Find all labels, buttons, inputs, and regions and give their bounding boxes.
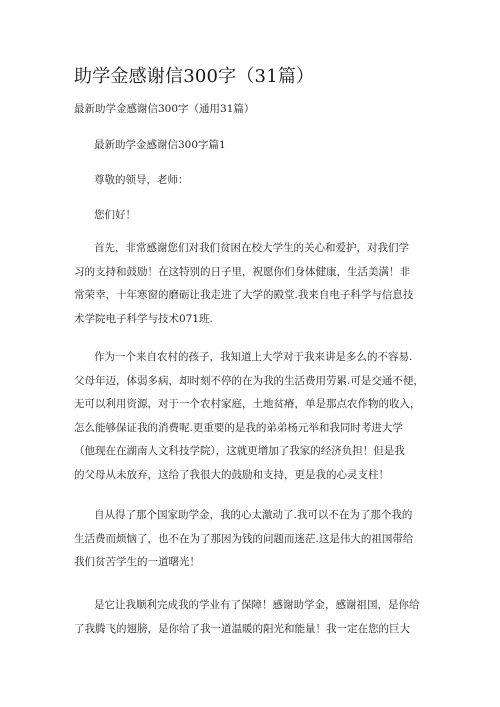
document-title: 助学金感谢信300字（31篇） [74,66,315,87]
paragraph-line: 作为一个来自农村的孩子，我知道上大学对于我来讲是多么的不容易. [94,351,413,363]
paragraph-line: 生活费而烦恼了，也不在为了那因为钱的问题而迷茫.这是伟大的祖国带给 [74,532,414,545]
paragraph-line: 常荣幸，十年寒窗的磨砺让我走进了大学的殿堂.我来自电子科学与信息技 [74,289,414,302]
paragraph-line: 我们贫苦学生的一道曙光！ [74,556,200,569]
paragraph-line: 父母年迈，体弱多病，却时刻不停的在为我的生活费用劳累.可是交通不便， [74,374,424,387]
letter-greeting: 您们好！ [94,209,136,221]
paragraph-3 [74,504,434,575]
paragraph-line: 了我腾飞的翅膀，是你给了我一道温暖的阳光和能量！我一定在您的巨大 [74,622,410,635]
paragraph-line: （他现在在湖南人文科技学院），这就更增加了我家的经济负担！但是我 [74,445,405,458]
paragraph-line: 的父母从未放弃，这给了我很大的鼓励和支持，更是我的心灵支柱！ [74,468,389,481]
paragraph-line: 无可以利用资源，对于一个农村家庭，土地贫瘠，单是那点农作物的收入， [74,398,421,411]
paragraph-line: 怎么能够保证我的消费呢.更重要的是我的弟弟杨元举和我同时考进大学 [74,421,403,434]
paragraph-line: 习的支持和鼓励！在这特别的日子里，祝愿你们身体健康，生活美满！非 [74,265,410,278]
document-subtitle: 最新助学金感谢信300字（通用31篇） [74,103,255,115]
paragraph-1 [74,237,434,331]
paragraph-line: 术学院电子科学与技术071班. [74,312,213,325]
section-heading: 最新助学金感谢信300字篇1 [94,139,226,151]
paragraph-line: 是它让我顺利完成我的学业有了保障！感谢助学金，感谢祖国，是你给 [94,599,420,611]
paragraph-2 [74,346,434,488]
paragraph-4 [74,594,434,641]
paragraph-line: 自从得了那个国家助学金，我的心太激动了.我可以不在为了那个我的 [94,509,413,521]
paragraph-line: 首先，非常感谢您们对我们贫困在校大学生的关心和爱护，对我们学 [94,242,409,254]
letter-salutation: 尊敬的领导，老师： [94,174,189,186]
